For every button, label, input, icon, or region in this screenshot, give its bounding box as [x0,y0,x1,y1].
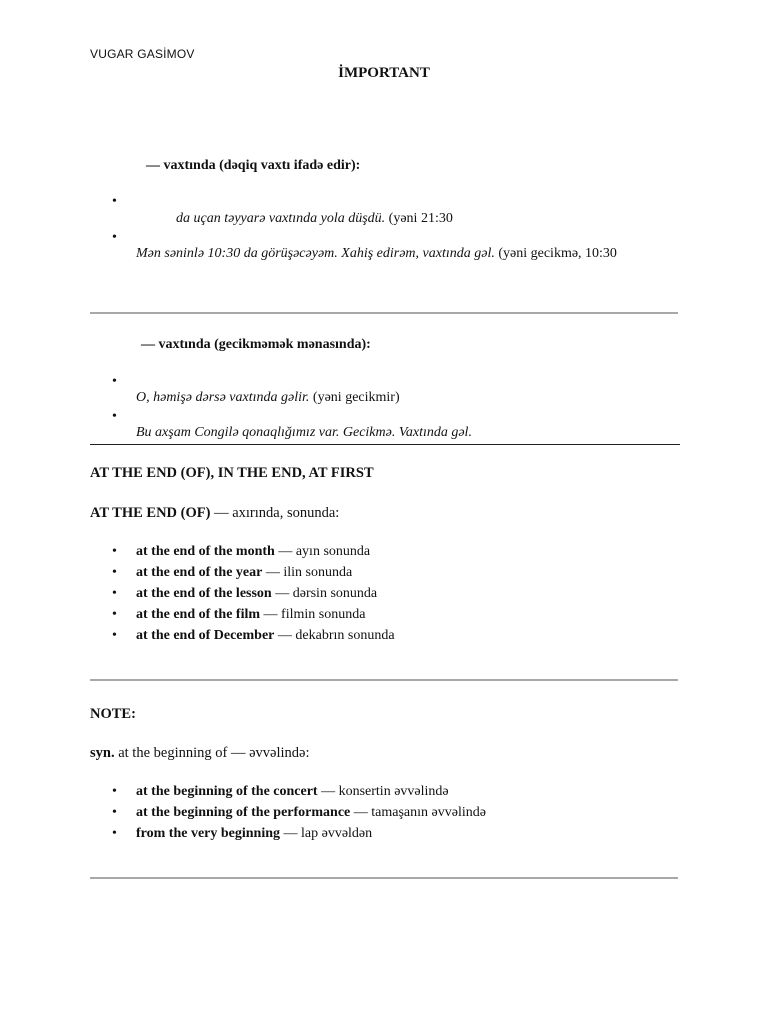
author-name: VUGAR GASİMOV [90,47,195,61]
section2-heading: — vaxtında (gecikməmək mənasında): [141,337,371,352]
beginning-list [90,781,486,844]
note-label: NOTE: [90,706,136,722]
page-title: İMPORTANT [338,65,430,81]
divider [90,679,678,681]
list-item: • at the end of the film — filmin sonunda [90,604,395,625]
synonym-line: syn. at the beginning of — əvvəlində: [90,745,310,761]
section3-heading: AT THE END (OF), IN THE END, AT FIRST [90,465,374,481]
section2-example-1: O, həmişə dərsə vaxtında gəlir. (yəni gecikmir) [136,390,400,405]
underline-rule [90,444,680,445]
divider [90,877,678,879]
list-item: • at the beginning of the performance — tamaşanın əvvəlində [90,802,486,823]
section1-example-2: Mən səninlə 10:30 da görüşəcəyəm. Xahiş edirəm, vaxtında gəl. (yəni gecikmə, 10:30 [136,246,617,261]
section1-heading: — vaxtında (dəqiq vaxtı ifadə edir): [146,158,361,173]
divider [90,312,678,314]
end-of-list [90,541,395,646]
bullet-marker: • [112,374,117,389]
section2-example-2: Bu axşam Congilə qonaqlığımız var. Gecikmə. Vaxtında gəl. [136,425,472,440]
list-item: • at the end of the lesson — dərsin sonunda [90,583,395,604]
bullet-marker: • [112,409,117,424]
section1-example-1: da uçan təyyarə vaxtında yola düşdü. (yəni 21:30 [176,211,453,226]
list-item: • at the end of December — dekabrın sonunda [90,625,395,646]
section3-subheading: AT THE END (OF) — axırında, sonunda: [90,505,340,521]
list-item: • at the beginning of the concert — konsertin əvvəlində [90,781,486,802]
list-item: • at the end of the year — ilin sonunda [90,562,395,583]
bullet-marker: • [112,194,117,209]
bullet-marker: • [112,230,117,245]
list-item: • from the very beginning — lap əvvəldən [90,823,486,844]
list-item: • at the end of the month — ayın sonunda [90,541,395,562]
